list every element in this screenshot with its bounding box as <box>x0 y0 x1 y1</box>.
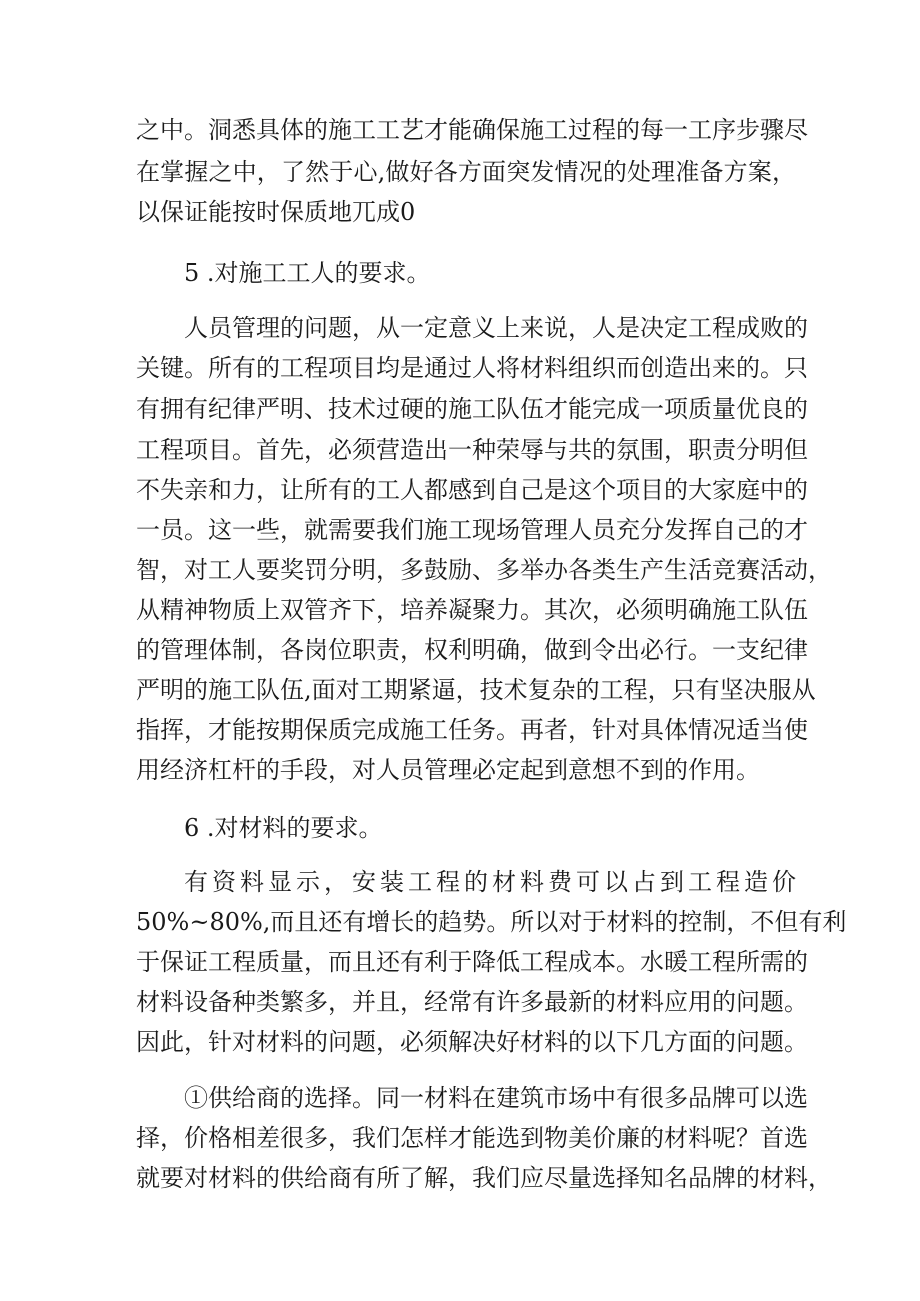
p2-line-6: 一员。这一些，就需要我们施工现场管理人员充分发挥自己的才 <box>136 516 808 544</box>
p2-line-8: 从精神物质上双管齐下，培养凝聚力。其次，必须明确施工队伍 <box>136 596 808 624</box>
p3-line-5: 因此，针对材料的问题，必须解决好材料的以下几方面的问题。 <box>136 1028 808 1056</box>
p3-line-3: 于保证工程质量，而且还有利于降低工程成本。水暖工程所需的 <box>136 948 808 976</box>
p2-line-11: 指挥，才能按期保质完成施工任务。再者，针对具体情况适当使 <box>136 716 808 744</box>
p3-line-1: 有资料显示，安装工程的材料费可以占到工程造价 <box>184 868 796 896</box>
p2-line-2: 关键。所有的工程项目均是通过人将材料组织而创造出来的。只 <box>136 354 808 382</box>
p4-line-1: ①供给商的选择。同一材料在建筑市场中有很多品牌可以选 <box>184 1084 808 1112</box>
p1-line-1: 之中。洞悉具体的施工工艺才能确保施工过程的每一工序步骤尽 <box>136 116 808 144</box>
p3-line-4: 材料设备种类繁多，并且，经常有许多最新的材料应用的问题。 <box>136 988 808 1016</box>
p2-line-5: 不失亲和力，让所有的工人都感到自己是这个项目的大家庭中的 <box>136 476 808 504</box>
p1-line-2: 在掌握之中，了然于心,做好各方面突发情况的处理准备方案， <box>136 158 796 186</box>
p1-line-3: 以保证能按时保质地兀成0 <box>136 198 416 226</box>
section-heading-5: 5 .对施工工人的要求。 <box>184 259 431 287</box>
p3-line-2: 50%~80%,而且还有增长的趋势。所以对于材料的控制，不但有利 <box>136 908 847 936</box>
p4-line-3: 就要对材料的供给商有所了解，我们应尽量选择知名品牌的材料， <box>136 1164 832 1192</box>
p2-line-12: 用经济杠杆的手段，对人员管理必定起到意想不到的作用。 <box>136 756 760 784</box>
section-heading-6: 6 .对材料的要求。 <box>184 814 383 842</box>
p2-line-3: 有拥有纪律严明、技术过硬的施工队伍才能完成一项质量优良的 <box>136 395 808 423</box>
p2-line-10: 严明的施工队伍,面对工期紧逼，技术复杂的工程，只有坚决服从 <box>136 676 816 704</box>
p2-line-4: 工程项目。首先，必须营造出一种荣辱与共的氛围，职责分明但 <box>136 436 808 464</box>
p2-line-7: 智，对工人要奖罚分明，多鼓励、多举办各类生产生活竞赛活动， <box>136 556 832 584</box>
p2-line-1: 人员管理的问题，从一定意义上来说，人是决定工程成败的 <box>184 314 808 342</box>
p4-line-2: 择，价格相差很多，我们怎样才能选到物美价廉的材料呢？首选 <box>136 1124 808 1152</box>
p2-line-9: 的管理体制，各岗位职责，权利明确，做到令出必行。一支纪律 <box>136 636 808 664</box>
